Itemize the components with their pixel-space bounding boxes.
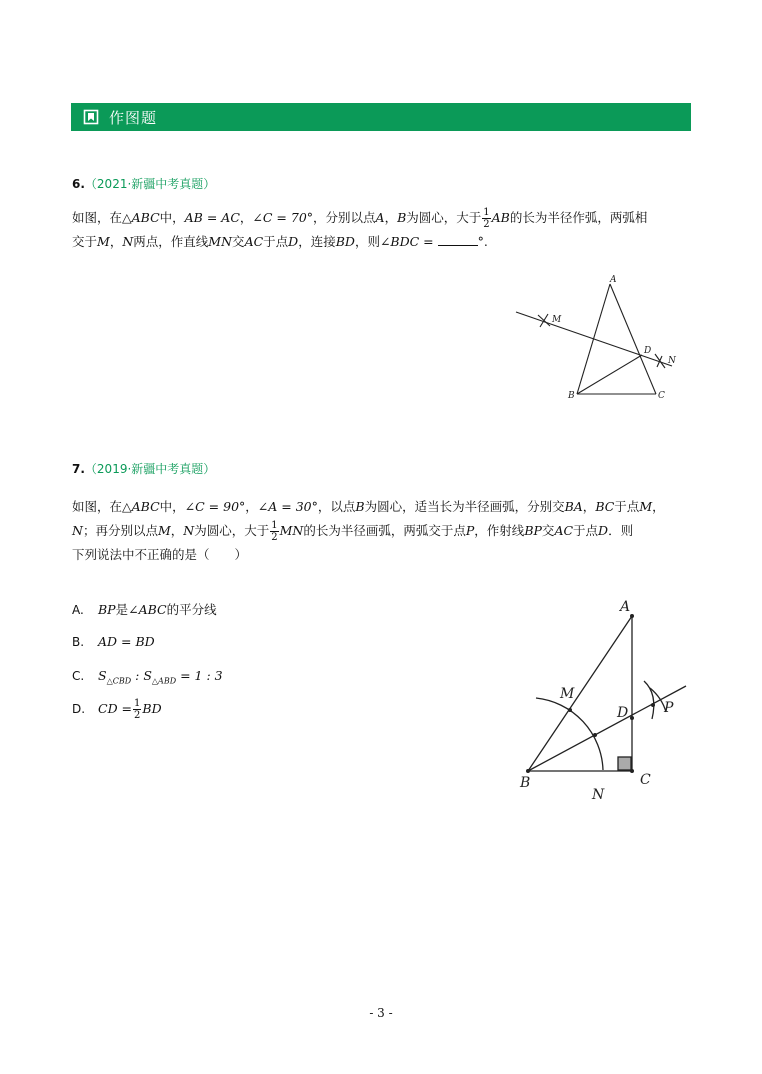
q7-label-a: A bbox=[620, 599, 631, 615]
q7-label-m: M bbox=[560, 686, 575, 702]
section-banner bbox=[71, 103, 691, 131]
option-a[interactable]: A. BP是∠ABC的平分线 bbox=[72, 602, 217, 617]
q7-label-c: C bbox=[640, 772, 651, 788]
q6-figure bbox=[510, 272, 690, 404]
option-d[interactable]: D. CD = $\frac{1}{2}$ BD bbox=[72, 698, 162, 721]
point-p bbox=[651, 703, 655, 707]
q7-label-b: B bbox=[520, 775, 531, 791]
bookmark-icon bbox=[83, 109, 99, 125]
q6-label-b: B bbox=[568, 391, 575, 401]
q6-label-m: M bbox=[552, 315, 562, 325]
line-mn bbox=[516, 312, 672, 366]
segment-ac bbox=[610, 284, 656, 394]
arc-p1 bbox=[644, 681, 654, 719]
point-c bbox=[630, 769, 634, 773]
q7-text: 如图，在△ABC中，∠C = 90°，∠A = 30°，以点B为圆心，适当长为半径画弧，分别交BA，BC于点M， N；再分别以点M，N为圆心，大于 $\frac{1}{2}$ MN的长为半径画弧，两弧交于点P，作射线BP交AC于点D．则 下列说法中不正确的是（ ） bbox=[72, 499, 665, 562]
q6-number: 6. bbox=[72, 177, 85, 191]
option-c[interactable]: C. $S_{\triangle CBD}$ : $S_{\triangle ABD} = 1$ : 3 bbox=[72, 668, 223, 686]
section-title: 作图题 bbox=[109, 108, 158, 127]
q6-label-d: D bbox=[644, 346, 652, 356]
q7-label-n: N bbox=[592, 787, 605, 803]
point-b bbox=[526, 769, 530, 773]
q6-label-n: N bbox=[668, 356, 676, 366]
point-d bbox=[630, 716, 634, 720]
answer-blank[interactable] bbox=[438, 233, 478, 246]
q7-header bbox=[72, 460, 215, 477]
q7-figure bbox=[512, 594, 692, 804]
q7-number: 7. bbox=[72, 462, 85, 476]
point-m bbox=[568, 708, 572, 712]
option-b[interactable]: B. AD = BD bbox=[72, 634, 155, 649]
q7-label-p: P bbox=[664, 700, 674, 716]
segment-ab bbox=[528, 616, 632, 771]
page-number: - 3 - bbox=[369, 1006, 393, 1020]
point-a bbox=[630, 614, 634, 618]
point-e bbox=[593, 733, 597, 737]
q6-header bbox=[72, 175, 215, 192]
q7-source: （2019·新疆中考真题） bbox=[84, 462, 216, 476]
q6-text: 如图，在△ABC中，AB = AC，∠C = 70°，分别以点A，B为圆心，大于 $\frac{1}{2}$ AB的长为半径作弧，两弧相 交于M，N两点，作直线MN交AC于点D，连接BD，则∠BDC = °. bbox=[72, 207, 648, 249]
q6-source: （2021·新疆中考真题） bbox=[84, 177, 216, 191]
q6-label-c: C bbox=[658, 391, 665, 401]
q6-label-a: A bbox=[610, 275, 617, 285]
q7-label-d: D bbox=[617, 705, 629, 721]
ray-bp bbox=[528, 686, 686, 771]
q7-fraction: $\frac{1}{2}$ bbox=[271, 519, 278, 543]
right-angle-mark bbox=[618, 757, 631, 770]
q6-fraction: $\frac{1}{2}$ bbox=[483, 207, 490, 230]
